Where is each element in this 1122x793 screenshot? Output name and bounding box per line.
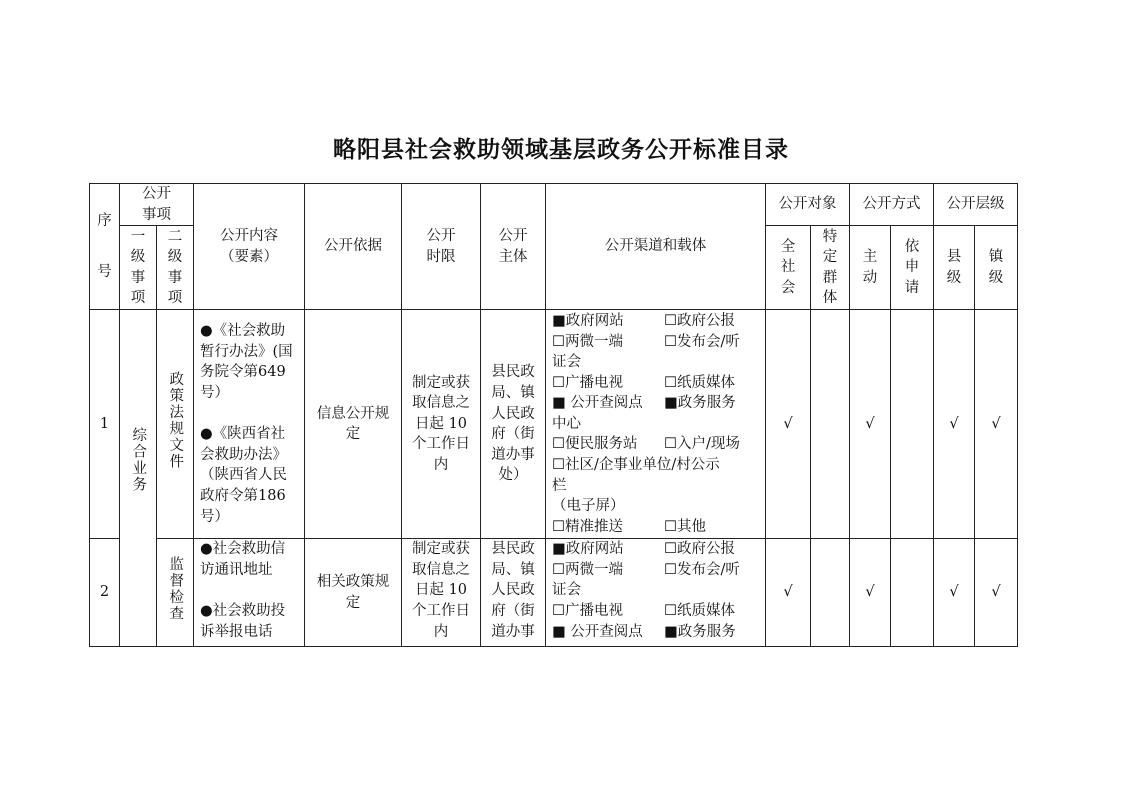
channel-item: ☐两微一端 — [552, 333, 623, 350]
header-method-active: 主 动 — [850, 226, 891, 310]
row-mark-specific — [811, 539, 850, 647]
row-seq: 2 — [90, 539, 120, 647]
header-level2: 二 级 事 项 — [157, 226, 194, 310]
header-row-1 — [90, 184, 1018, 226]
header-content: 公开内容 （要素） — [194, 184, 305, 310]
channel-item: ☐精准推送 — [552, 518, 623, 535]
row-level1 — [120, 310, 157, 647]
channel-item: ■政府网站 — [552, 312, 624, 329]
row-channels — [546, 310, 766, 539]
channel-item: ☐两微一端 — [552, 561, 623, 578]
header-seq — [90, 184, 120, 310]
header-seq-char: 号 — [97, 263, 112, 280]
channel-list — [552, 539, 759, 642]
header-level-town: 镇 级 — [975, 226, 1018, 310]
row-mark-active: √ — [850, 539, 891, 647]
row-time-limit: 制定或获 取信息之 日起 10 个工作日 内 — [402, 310, 481, 539]
channel-item: 证会 — [552, 354, 581, 371]
channel-item: ■ 公开查阅点 — [552, 623, 643, 640]
row-mark-request — [891, 539, 934, 647]
row-subject: 县民政 局、镇 人民政 府（街 道办事 处） — [481, 310, 546, 539]
row-mark-active: √ — [850, 310, 891, 539]
header-subject: 公开 主体 — [481, 184, 546, 310]
channel-item: ☐广播电视 — [552, 602, 623, 619]
channel-item: ☐入户/现场 — [664, 436, 740, 453]
channel-item: ■ 公开查阅点 — [552, 395, 643, 412]
level1-text: 综合业务 — [130, 426, 147, 493]
header-audience-all: 全 社 会 — [766, 226, 811, 310]
header-method-request: 依 申 请 — [891, 226, 934, 310]
channel-item: ☐其他 — [664, 518, 706, 535]
channel-item: ■政府网站 — [552, 541, 624, 558]
row-basis: 相关政策规 定 — [305, 539, 402, 647]
table-row — [90, 539, 1018, 647]
row-basis: 信息公开规 定 — [305, 310, 402, 539]
header-level1: 一 级 事 项 — [120, 226, 157, 310]
row-content: ●《社会救助暂行办法》(国务院令第649号） ●《陕西省社会救助办法》（陕西省人民政府令第186号） — [194, 310, 305, 539]
row-time-limit: 制定或获 取信息之 日起 10 个工作日 内 — [402, 539, 481, 647]
header-level: 公开层级 — [934, 184, 1018, 226]
channel-item: 栏 — [552, 477, 567, 494]
row-seq: 1 — [90, 310, 120, 539]
channel-item: 中心 — [552, 415, 581, 432]
row-mark-county: √ — [934, 310, 975, 539]
channel-item: ☐政府公报 — [664, 312, 735, 329]
header-basis: 公开依据 — [305, 184, 402, 310]
header-matter-group: 公开 事项 — [120, 184, 194, 226]
row-content: ●社会救助信访通讯地址 ●社会救助投诉举报电话 — [194, 539, 305, 647]
channel-item: ■政务服务 — [664, 395, 736, 412]
row-channels — [546, 539, 766, 647]
row-subject: 县民政 局、镇 人民政 府（街 道办事 — [481, 539, 546, 647]
row-mark-specific — [811, 310, 850, 539]
channel-list — [552, 311, 759, 538]
header-audience-specific: 特 定 群 体 — [811, 226, 850, 310]
channel-item: ☐纸质媒体 — [664, 374, 735, 391]
channel-item: ☐便民服务站 — [552, 436, 638, 453]
channel-item: ☐社区/企事业单位/村公示 — [552, 457, 720, 474]
header-time-limit: 公开 时限 — [402, 184, 481, 310]
row-mark-all: √ — [766, 310, 811, 539]
channel-item: （电子屏） — [552, 498, 625, 515]
channel-item: ☐广播电视 — [552, 374, 623, 391]
catalog-table — [89, 183, 1018, 647]
row-mark-all: √ — [766, 539, 811, 647]
row-level2 — [157, 310, 194, 539]
channel-item: ☐政府公报 — [664, 541, 735, 558]
header-method: 公开方式 — [850, 184, 934, 226]
header-seq-char: 序 — [97, 213, 112, 229]
row-level2 — [157, 539, 194, 647]
channel-item: ■政务服务 — [664, 623, 736, 640]
level2-text: 政策法规文件 — [167, 371, 184, 471]
row-mark-town: √ — [975, 539, 1018, 647]
table-row — [90, 310, 1018, 539]
row-mark-county: √ — [934, 539, 975, 647]
level2-text: 监督检查 — [167, 556, 184, 623]
channel-item: ☐纸质媒体 — [664, 602, 735, 619]
header-level-county: 县 级 — [934, 226, 975, 310]
header-channel: 公开渠道和载体 — [546, 184, 766, 310]
row-mark-town: √ — [975, 310, 1018, 539]
channel-item: ☐发布会/听 — [664, 333, 740, 350]
channel-item: 证会 — [552, 582, 581, 599]
header-audience: 公开对象 — [766, 184, 850, 226]
channel-item: ☐发布会/听 — [664, 561, 740, 578]
document-title: 略阳县社会救助领域基层政务公开标准目录 — [333, 136, 789, 163]
row-mark-request — [891, 310, 934, 539]
